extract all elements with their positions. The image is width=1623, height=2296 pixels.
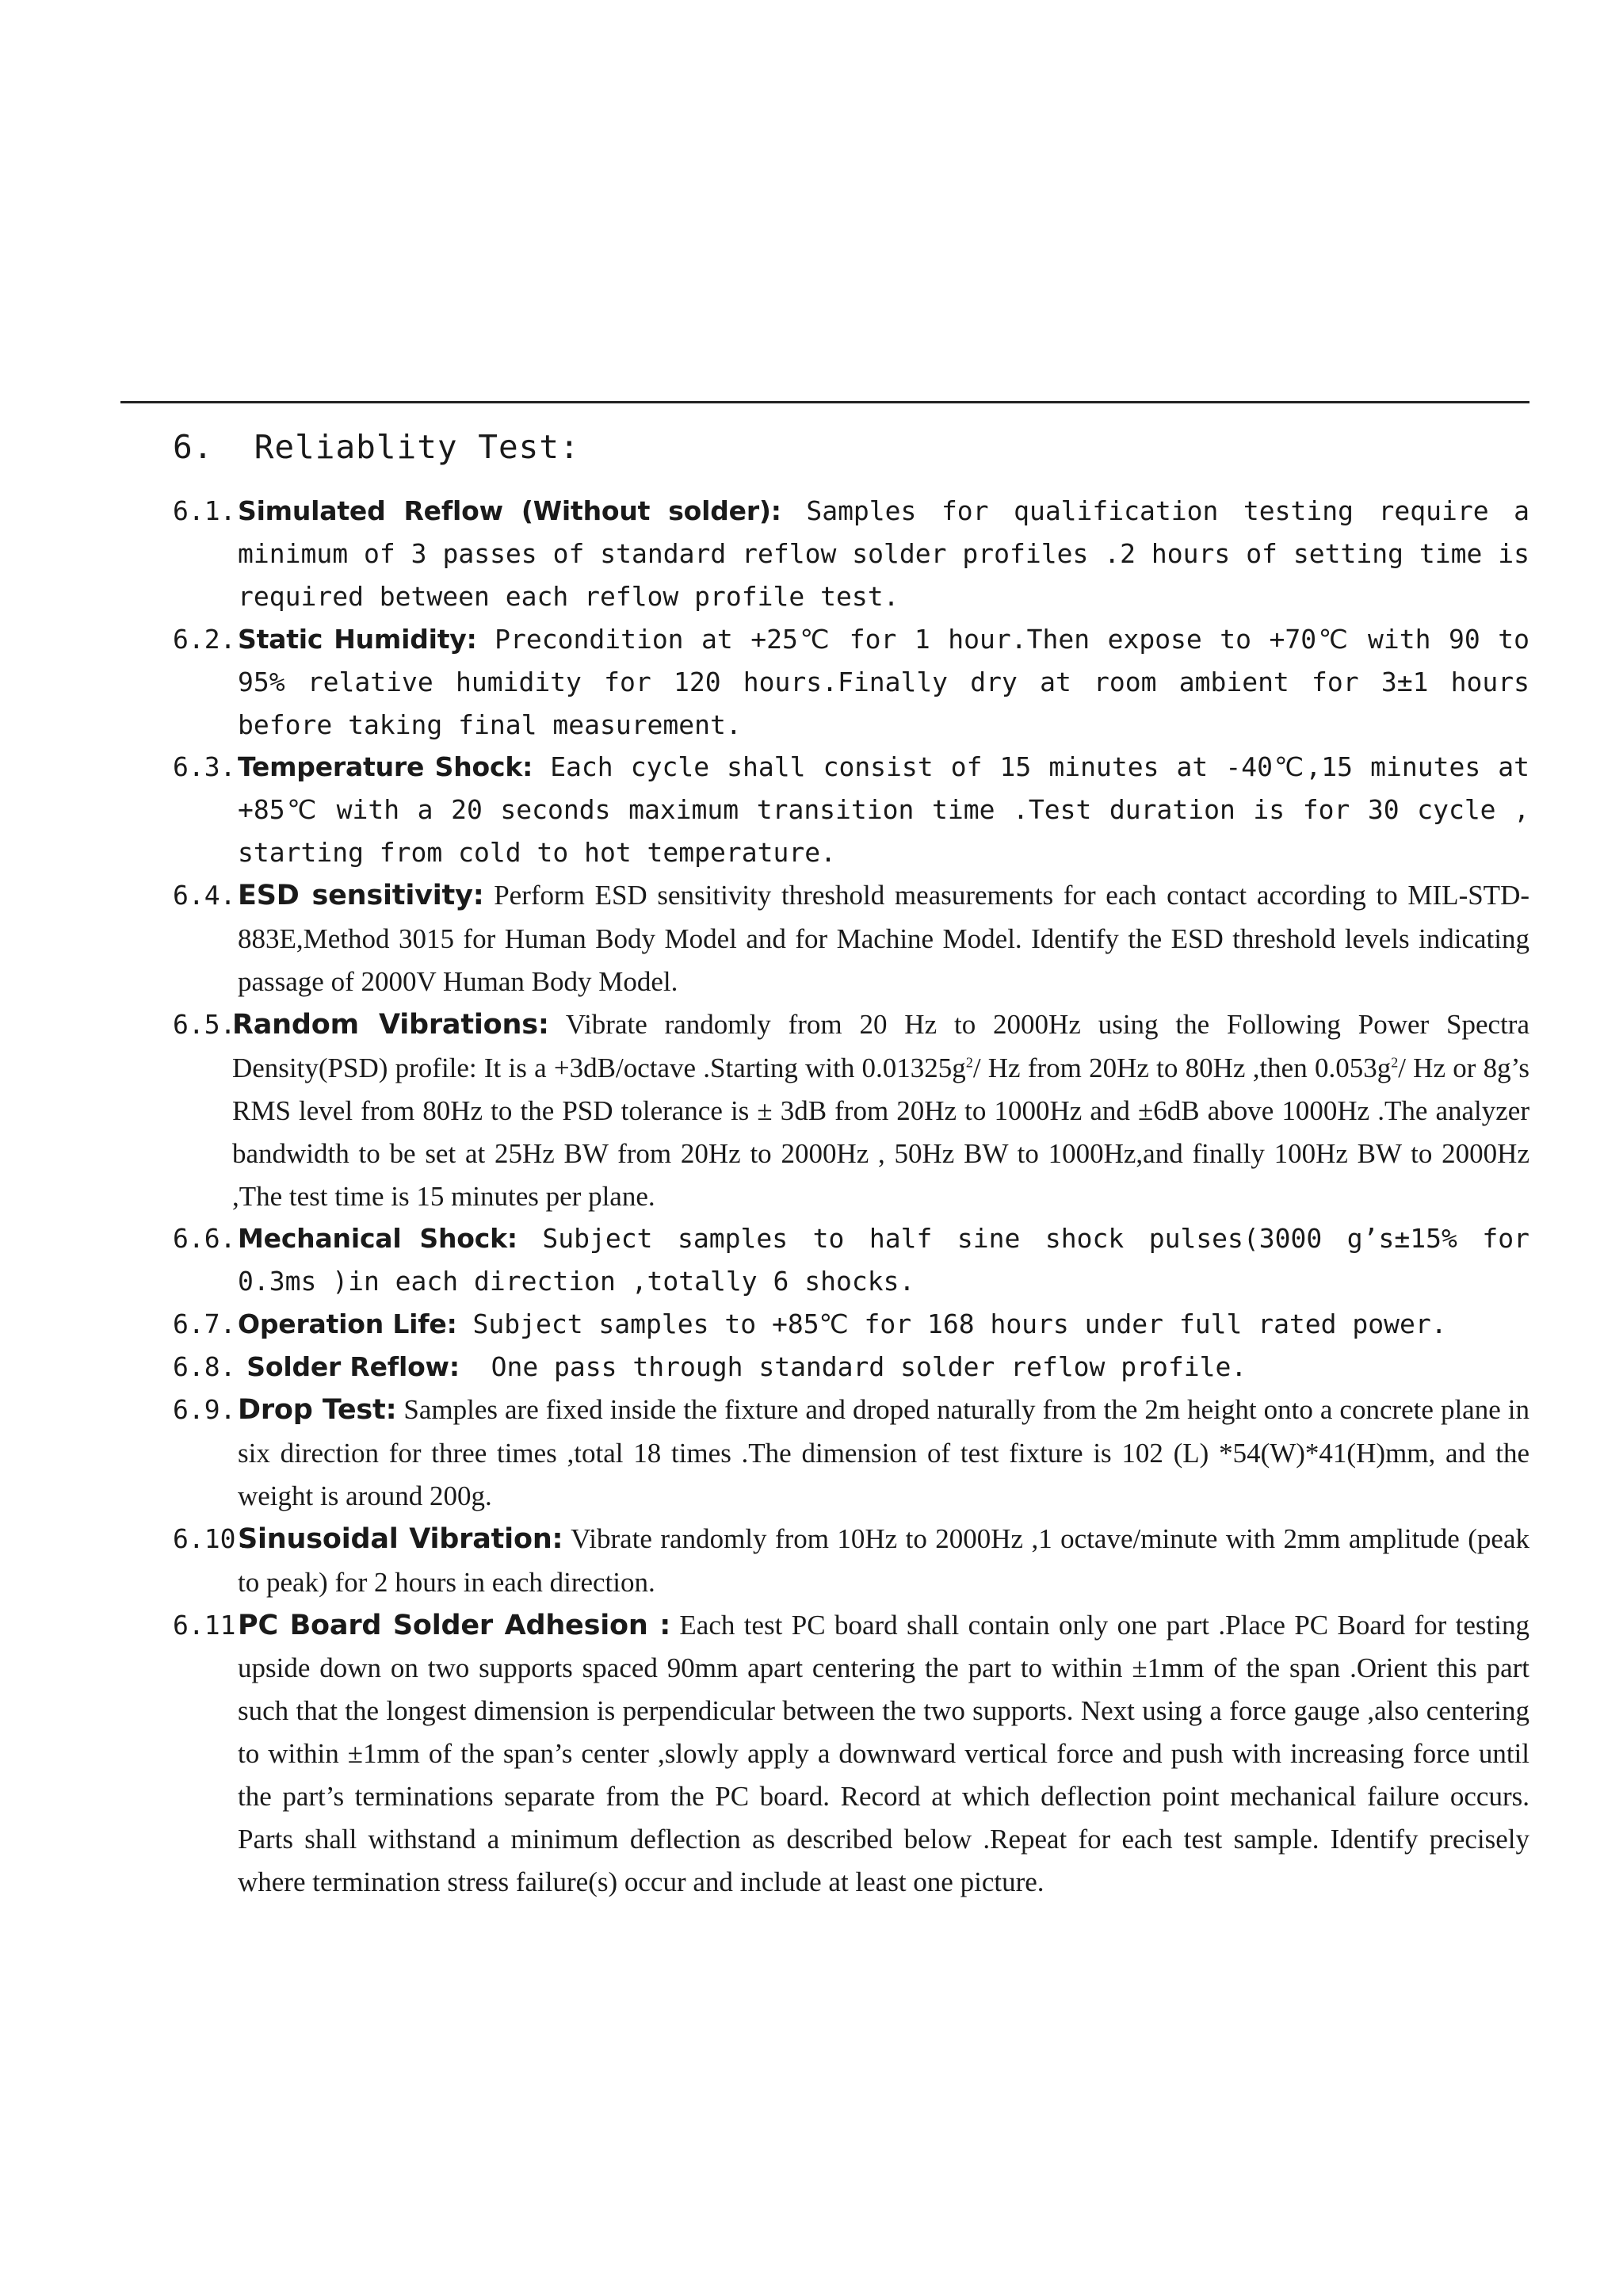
- test-item-static-humidity: [173, 618, 1529, 747]
- item-text: Each cycle shall consist of 15 minutes at -40℃,15 minutes at +85℃ with a 20 seconds maximum transition time .Test duration is for 30 cycle , starting from cold to hot temperature.: [238, 751, 1530, 869]
- item-body: [238, 1303, 1529, 1346]
- item-term: PC Board Solder Adhesion :: [238, 1609, 671, 1641]
- section-number: 6.: [173, 428, 214, 466]
- item-text: / Hz or 8g’s RMS level from 80Hz to the PSD tolerance is ± 3dB from 20Hz to 1000Hz and ±6dB above 1000Hz .The analyzer bandwidth to be set at 25Hz BW from 20Hz to 2000Hz , 50Hz BW to 1000Hz,and finally 100Hz BW to 2000Hz ,The test time is 15 minutes per plane.: [232, 1052, 1529, 1212]
- test-list: [173, 490, 1529, 1904]
- item-text: Perform ESD sensitivity threshold measurements for each contact according to MIL-STD-883E,Method 3015 for Human Body Model and for Machine Model. Identify the ESD threshold levels indicating passage of 2000V Human Body Model.: [238, 880, 1529, 997]
- item-number: 6.1.: [173, 495, 236, 526]
- item-body: [238, 1217, 1529, 1303]
- item-number: 6.7.: [173, 1308, 236, 1340]
- test-item-mechanical-shock: [173, 1217, 1529, 1303]
- item-text: Vibrate randomly from 10Hz to 2000Hz ,1 octave/minute with 2mm amplitude (peak to peak) for 2 hours in each direction.: [238, 1522, 1529, 1598]
- item-number: 6.5.: [173, 1008, 236, 1040]
- item-number: 6.9.: [173, 1394, 236, 1426]
- item-number: 6.11.: [173, 1609, 252, 1641]
- item-text: Precondition at +25℃ for 1 hour.Then expose to +70℃ with 90 to 95% relative humidity for 120 hours.Finally dry at room ambient for 3±1 hours before taking final measurement.: [238, 623, 1529, 740]
- item-body: [238, 1518, 1529, 1604]
- item-number: 6.6.: [173, 1223, 236, 1255]
- item-term: Solder Reflow:: [238, 1351, 460, 1383]
- item-body: [238, 746, 1529, 874]
- test-item-simulated-reflow: [173, 490, 1529, 618]
- item-body: [238, 874, 1529, 1003]
- item-number: 6.4.: [173, 880, 236, 911]
- item-body: [238, 490, 1529, 618]
- test-item-solder-reflow: [173, 1346, 1529, 1389]
- section-heading: [173, 425, 580, 469]
- item-number: 6.3.: [173, 751, 236, 783]
- item-term: Static Humidity:: [238, 623, 477, 655]
- test-item-operation-life: [173, 1303, 1529, 1346]
- test-item-drop-test: [173, 1389, 1529, 1518]
- superscript-squared: 2: [1391, 1054, 1399, 1071]
- item-term: Random Vibrations:: [232, 1008, 549, 1041]
- item-number: 6.8.: [173, 1351, 236, 1383]
- superscript-squared: 2: [965, 1054, 973, 1071]
- item-term: Sinusoidal Vibration:: [238, 1522, 563, 1555]
- item-text: Subject samples to half sine shock pulses(3000 g’s±15% for 0.3ms )in each direction ,totally 6 shocks.: [238, 1223, 1529, 1297]
- item-body: [238, 1346, 1529, 1389]
- item-term: ESD sensitivity:: [238, 880, 484, 912]
- test-item-esd-sensitivity: [173, 874, 1529, 1003]
- item-body: [238, 618, 1529, 747]
- item-text: Vibrate randomly from 20 Hz to 2000Hz using the Following Power Spectra Density(PSD) profile: It is a +3dB/octave .Starting with 0.01325g: [232, 1008, 1529, 1083]
- item-term: Simulated Reflow (Without solder):: [238, 495, 781, 526]
- header-rule: [120, 401, 1529, 403]
- item-term: Temperature Shock:: [238, 751, 533, 783]
- item-number: 6.10.: [173, 1522, 252, 1554]
- item-text: Samples for qualification testing require a minimum of 3 passes of standard reflow solder profiles .2 hours of setting time is required between each reflow profile test.: [238, 495, 1529, 612]
- item-number: 6.2.: [173, 623, 236, 655]
- item-text: / Hz from 20Hz to 80Hz ,then 0.053g: [972, 1052, 1392, 1083]
- item-body: [238, 1604, 1529, 1904]
- item-body: [232, 1003, 1529, 1218]
- item-text: Each test PC board shall contain only one part .Place PC Board for testing upside down on two supports spaced 90mm apart centering the part to within ±1mm of the span .Orient this part such that the longest dimension is perpendicular between the two supports. Next using a force gauge ,also centering to within ±1mm of the span’s center ,slowly apply a downward vertical force and push with increasing force until the part’s terminations separate from the PC board. Record at which deflection point mechanical failure occurs. Parts shall withstand a minimum deflection as described below .Repeat for each test sample. Identify precisely where termination stress failure(s) occur and include at least one picture.: [238, 1609, 1530, 1897]
- test-item-random-vibrations: [173, 1003, 1529, 1218]
- item-term: Mechanical Shock:: [238, 1223, 517, 1255]
- item-body: [238, 1389, 1529, 1518]
- item-term: Drop Test:: [238, 1394, 397, 1427]
- section-title: Reliablity Test:: [254, 428, 580, 466]
- test-item-pc-board-solder-adhesion: [173, 1604, 1529, 1904]
- test-item-temperature-shock: [173, 746, 1529, 874]
- item-text: Samples are fixed inside the fixture and droped naturally from the 2m height onto a concrete plane in six direction for three times ,total 18 times .The dimension of test fixture is 102 (L) *54(W)*41(H)mm, and the weight is around 200g.: [238, 1394, 1529, 1511]
- test-item-sinusoidal-vibration: [173, 1518, 1529, 1604]
- item-text: One pass through standard solder reflow profile.: [459, 1351, 1247, 1383]
- item-text: Subject samples to +85℃ for 168 hours under full rated power.: [456, 1308, 1447, 1340]
- item-term: Operation Life:: [238, 1308, 457, 1340]
